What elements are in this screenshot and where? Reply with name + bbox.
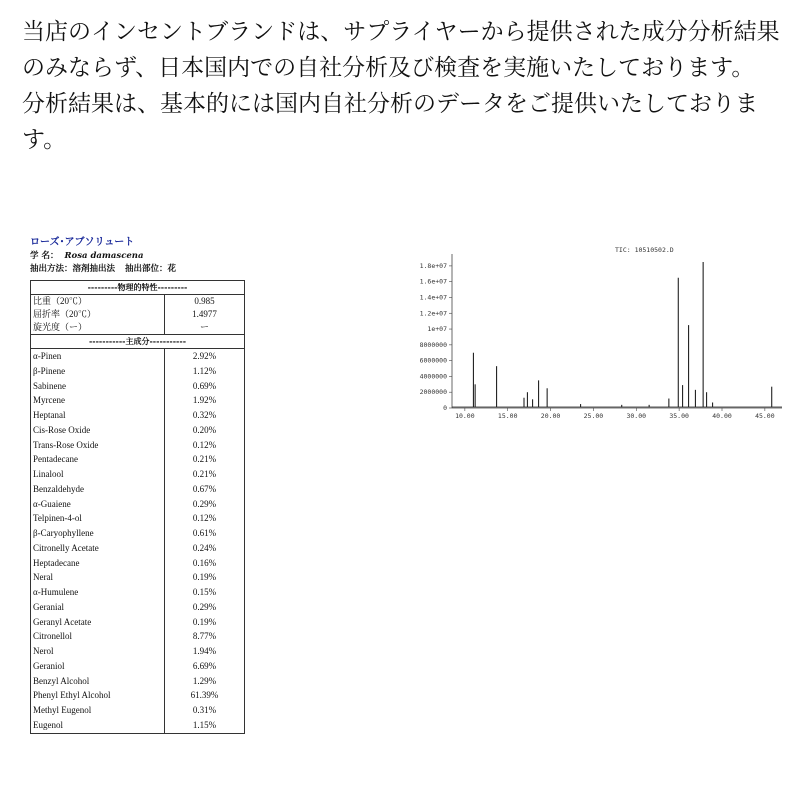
component-percentage: 0.16% [192,557,217,568]
component-name: Heptanal [31,408,165,423]
component-name: Pentadecane [31,452,165,467]
component-percentage: 0.20% [192,424,217,435]
component-percentage: 0.67% [192,483,217,494]
property-name: 旋光度（ー） [31,321,165,334]
component-percentage: 0.69% [192,380,217,391]
physical-properties-header: ---------物理的特性--------- [31,281,244,295]
component-percentage: 0.19% [192,616,217,627]
table-row [31,688,244,703]
x-tick-label: 45.00 [755,412,775,420]
table-row [31,423,244,438]
component-percentage: 0.32% [192,410,217,420]
component-name: Nerol [31,644,165,659]
component-name: Geranyl Acetate [31,615,165,630]
table-row [31,438,244,453]
component-name: Myrcene [31,393,165,408]
component-percentage: 0.61% [192,528,217,538]
component-name: β-Pinene [31,364,165,379]
analysis-report [30,236,245,734]
table-row [31,321,244,334]
scientific-name: Rosa damascena [64,251,144,261]
y-tick-label: 1.8e+07 [419,261,447,270]
x-tick-label: 10.00 [455,412,475,420]
component-percentage: 0.12% [192,513,217,524]
table-row [31,615,244,630]
component-name: α-Pinen [31,349,165,364]
table-row [31,585,244,600]
table-row [31,467,244,482]
component-percentage: 0.15% [192,587,217,597]
property-value: 1.4977 [192,309,217,319]
part-label: 抽出部位： [125,264,168,274]
table-row [31,600,244,615]
component-percentage: 0.19% [192,572,217,583]
table-row [31,349,244,364]
chromatogram-plot [400,240,790,430]
y-tick-label: 1.6e+07 [419,277,447,286]
component-name: Trans-Rose Oxide [31,438,165,453]
x-tick-label: 30.00 [626,412,647,420]
table-row [31,308,244,321]
y-tick-label: 1.2e+07 [419,309,447,318]
table-row [31,482,244,497]
component-name: Heptadecane [31,556,165,571]
component-name: α-Guaiene [31,497,165,512]
component-name: Geraniol [31,659,165,674]
table-row [31,659,244,674]
table-row [31,379,244,394]
table-row [31,393,244,408]
x-tick-label: 15.00 [497,412,518,420]
x-tick-label: 20.00 [540,412,561,420]
component-name: Phenyl Ethyl Alcohol [31,688,165,703]
y-tick-label: 1e+07 [427,325,447,334]
component-name: Methyl Eugenol [31,703,165,718]
component-percentage: 1.29% [192,675,217,686]
scientific-name-label: 学 名： [30,251,59,261]
analysis-table [30,280,245,734]
component-name: Benzaldehyde [31,482,165,497]
component-percentage: 1.12% [192,365,217,376]
y-tick-label: 2000000 [419,388,447,397]
component-percentage: 1.94% [192,646,217,656]
extraction-label: 抽出方法： [30,264,73,274]
y-tick-label: 8000000 [419,340,447,349]
component-percentage: 1.92% [192,395,217,406]
component-percentage: 0.31% [192,705,217,715]
x-tick-label: 40.00 [712,412,732,420]
component-name: Benzyl Alcohol [31,674,165,689]
table-row [31,570,244,585]
component-name: Neral [31,570,165,585]
component-name: Citronelly Acetate [31,541,165,556]
table-row [31,644,244,659]
component-percentage: 2.92% [192,351,217,361]
component-percentage: 0.29% [192,601,217,612]
report-title: ローズ･アブソリュート [30,237,135,248]
component-name: Telpinen-4-ol [31,511,165,526]
x-tick-label: 35.00 [669,412,689,420]
component-name: Cis-Rose Oxide [31,423,165,438]
component-percentage: 0.21% [192,454,217,465]
component-percentage: 61.39% [190,690,219,701]
component-name: β-Caryophyllene [31,526,165,541]
extraction-method: 溶剤抽出法 [72,264,116,274]
y-tick-label: 0 [443,404,447,412]
extraction-row [30,263,245,276]
table-row [31,452,244,467]
table-row [31,718,244,733]
table-row [31,295,244,308]
x-tick-label: 25.00 [583,412,604,420]
property-name: 屈折率（20℃） [31,308,165,321]
extraction-part: 花 [167,264,177,274]
component-percentage: 0.24% [192,542,217,553]
components-list [31,349,244,733]
table-row [31,629,244,644]
component-name: Eugenol [31,718,165,733]
property-name: 比重（20℃） [31,295,165,308]
intro-text [22,14,782,158]
component-percentage: 8.77% [192,631,217,642]
main-components-header: -----------主成分----------- [31,335,244,349]
component-name: Citronellol [31,629,165,644]
component-percentage: 0.21% [192,469,217,479]
table-row [31,364,244,379]
scientific-name-row [30,250,245,263]
component-percentage: 1.15% [192,719,217,730]
table-row [31,526,244,541]
table-row [31,556,244,571]
intro-paragraph-2: 分析結果は、基本的には国内自社分析のデータをご提供いたしております。 [22,91,758,153]
component-percentage: 0.12% [192,439,217,450]
component-percentage: 0.29% [192,498,217,509]
y-tick-label: 4000000 [419,372,447,381]
table-row [31,497,244,512]
component-name: α-Humulene [31,585,165,600]
table-row [31,541,244,556]
table-row [31,408,244,423]
chromatogram-title: TIC: 10510502.D [615,246,674,254]
table-row [31,674,244,689]
component-name: Geranial [31,600,165,615]
property-value: 0.985 [194,296,215,306]
property-value: ー [199,322,209,332]
component-name: Sabinene [31,379,165,394]
component-name: Linalool [31,467,165,482]
y-tick-label: 6000000 [419,356,447,365]
table-row [31,703,244,718]
chromatogram [400,240,790,430]
table-row [31,511,244,526]
physical-properties [31,295,244,335]
y-tick-label: 1.4e+07 [419,293,447,302]
component-percentage: 6.69% [192,660,217,671]
intro-paragraph-1: 当店のインセントブランドは、サプライヤーから提供された成分分析結果のみならず、日本国内での自社分析及び検査を実施いたしております。 [22,19,780,81]
